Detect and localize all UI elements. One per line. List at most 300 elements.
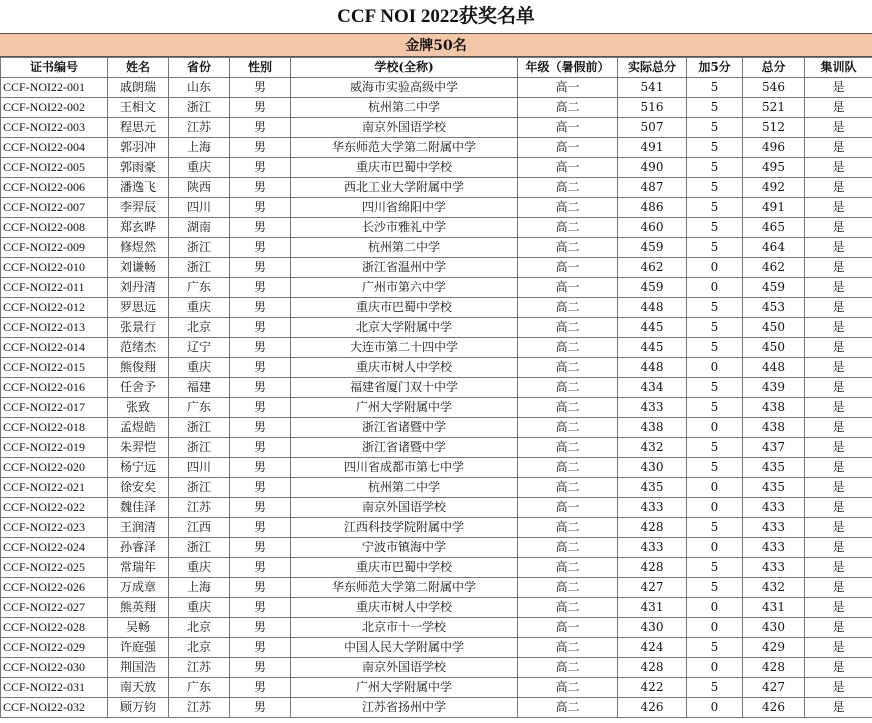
total-score-cell: 433 [743,518,805,538]
raw-score-cell: 434 [618,378,687,398]
team-cell: 是 [805,318,872,338]
team-cell: 是 [805,678,872,698]
column-header: 省份 [169,58,230,78]
cert-id-cell: CCF-NOI22-013 [1,318,108,338]
team-cell: 是 [805,78,872,98]
total-score-cell: 437 [743,438,805,458]
raw-score-cell: 459 [618,238,687,258]
table-row [1,178,872,198]
province-cell: 福建 [169,378,230,398]
table-row [1,218,872,238]
cert-id-cell: CCF-NOI22-028 [1,618,108,638]
cert-id-cell: CCF-NOI22-017 [1,398,108,418]
team-cell: 是 [805,98,872,118]
cert-id-cell: CCF-NOI22-032 [1,698,108,718]
table-row [1,258,872,278]
cert-id-cell: CCF-NOI22-018 [1,418,108,438]
team-cell: 是 [805,218,872,238]
name-cell: 刘谦畅 [108,258,169,278]
name-cell: 郭羽冲 [108,138,169,158]
school-cell: 浙江省诸暨中学 [291,438,518,458]
school-cell: 南京外国语学校 [291,118,518,138]
name-cell: 刘丹清 [108,278,169,298]
team-cell: 是 [805,458,872,478]
school-cell: 宁波市镇海中学 [291,538,518,558]
total-score-cell: 495 [743,158,805,178]
grade-cell: 高一 [518,138,618,158]
cert-id-cell: CCF-NOI22-006 [1,178,108,198]
raw-score-cell: 462 [618,258,687,278]
grade-cell: 高一 [518,258,618,278]
total-score-cell: 435 [743,458,805,478]
column-header: 总分 [743,58,805,78]
total-score-cell: 429 [743,638,805,658]
grade-cell: 高二 [518,238,618,258]
school-cell: 西北工业大学附属中学 [291,178,518,198]
team-cell: 是 [805,238,872,258]
school-cell: 重庆市树人中学校 [291,358,518,378]
cert-id-cell: CCF-NOI22-016 [1,378,108,398]
cert-id-cell: CCF-NOI22-026 [1,578,108,598]
total-score-cell: 462 [743,258,805,278]
raw-score-cell: 433 [618,538,687,558]
cert-id-cell: CCF-NOI22-002 [1,98,108,118]
header-row [1,58,872,78]
award-table [0,57,872,718]
team-cell: 是 [805,498,872,518]
bonus-cell: 5 [687,158,743,178]
province-cell: 四川 [169,198,230,218]
grade-cell: 高二 [518,698,618,718]
grade-cell: 高二 [518,418,618,438]
gender-cell: 男 [230,438,291,458]
grade-cell: 高二 [518,218,618,238]
gender-cell: 男 [230,198,291,218]
cert-id-cell: CCF-NOI22-012 [1,298,108,318]
team-cell: 是 [805,578,872,598]
team-cell: 是 [805,338,872,358]
team-cell: 是 [805,538,872,558]
province-cell: 浙江 [169,238,230,258]
total-score-cell: 450 [743,318,805,338]
gender-cell: 男 [230,258,291,278]
province-cell: 浙江 [169,438,230,458]
team-cell: 是 [805,178,872,198]
bonus-cell: 5 [687,118,743,138]
name-cell: 张致 [108,398,169,418]
table-row [1,278,872,298]
grade-cell: 高二 [518,378,618,398]
team-cell: 是 [805,438,872,458]
gender-cell: 男 [230,678,291,698]
bonus-cell: 0 [687,498,743,518]
gender-cell: 男 [230,418,291,438]
cert-id-cell: CCF-NOI22-025 [1,558,108,578]
school-cell: 广州市第六中学 [291,278,518,298]
raw-score-cell: 424 [618,638,687,658]
gender-cell: 男 [230,618,291,638]
team-cell: 是 [805,278,872,298]
bonus-cell: 5 [687,378,743,398]
province-cell: 广东 [169,278,230,298]
total-score-cell: 496 [743,138,805,158]
table-row [1,298,872,318]
name-cell: 杨宁远 [108,458,169,478]
bonus-cell: 0 [687,598,743,618]
raw-score-cell: 490 [618,158,687,178]
name-cell: 程思元 [108,118,169,138]
table-row [1,658,872,678]
school-cell: 杭州第二中学 [291,238,518,258]
province-cell: 重庆 [169,598,230,618]
total-score-cell: 448 [743,358,805,378]
table-row [1,438,872,458]
raw-score-cell: 445 [618,318,687,338]
cert-id-cell: CCF-NOI22-019 [1,438,108,458]
bonus-cell: 5 [687,518,743,538]
total-score-cell: 521 [743,98,805,118]
gender-cell: 男 [230,358,291,378]
gender-cell: 男 [230,698,291,718]
grade-cell: 高二 [518,518,618,538]
name-cell: 朱羿恺 [108,438,169,458]
name-cell: 熊俊翔 [108,358,169,378]
bonus-cell: 0 [687,358,743,378]
bonus-cell: 5 [687,78,743,98]
total-score-cell: 512 [743,118,805,138]
bonus-cell: 0 [687,658,743,678]
province-cell: 陕西 [169,178,230,198]
team-cell: 是 [805,358,872,378]
province-cell: 辽宁 [169,338,230,358]
bonus-cell: 5 [687,638,743,658]
gender-cell: 男 [230,218,291,238]
raw-score-cell: 487 [618,178,687,198]
cert-id-cell: CCF-NOI22-009 [1,238,108,258]
team-cell: 是 [805,558,872,578]
grade-cell: 高二 [518,398,618,418]
grade-cell: 高二 [518,338,618,358]
column-header: 实际总分 [618,58,687,78]
table-row [1,398,872,418]
table-row [1,598,872,618]
raw-score-cell: 435 [618,478,687,498]
school-cell: 杭州第二中学 [291,98,518,118]
gender-cell: 男 [230,538,291,558]
table-row [1,158,872,178]
gender-cell: 男 [230,338,291,358]
bonus-cell: 5 [687,458,743,478]
gender-cell: 男 [230,178,291,198]
province-cell: 北京 [169,318,230,338]
team-cell: 是 [805,638,872,658]
grade-cell: 高二 [518,598,618,618]
province-cell: 上海 [169,138,230,158]
school-cell: 重庆市巴蜀中学校 [291,558,518,578]
bonus-cell: 5 [687,318,743,338]
team-cell: 是 [805,158,872,178]
team-cell: 是 [805,138,872,158]
gender-cell: 男 [230,318,291,338]
raw-score-cell: 448 [618,358,687,378]
name-cell: 荆国浩 [108,658,169,678]
table-row [1,378,872,398]
school-cell: 江西科技学院附属中学 [291,518,518,538]
name-cell: 任舍予 [108,378,169,398]
gender-cell: 男 [230,278,291,298]
province-cell: 北京 [169,618,230,638]
raw-score-cell: 430 [618,458,687,478]
name-cell: 李羿辰 [108,198,169,218]
name-cell: 王润清 [108,518,169,538]
name-cell: 魏佳泽 [108,498,169,518]
grade-cell: 高二 [518,178,618,198]
school-cell: 南京外国语学校 [291,498,518,518]
school-cell: 浙江省诸暨中学 [291,418,518,438]
bonus-cell: 5 [687,578,743,598]
table-row [1,538,872,558]
table-row [1,118,872,138]
raw-score-cell: 428 [618,518,687,538]
bonus-cell: 5 [687,398,743,418]
gender-cell: 男 [230,238,291,258]
name-cell: 徐安矣 [108,478,169,498]
total-score-cell: 435 [743,478,805,498]
school-cell: 重庆市巴蜀中学校 [291,298,518,318]
province-cell: 江苏 [169,698,230,718]
raw-score-cell: 459 [618,278,687,298]
raw-score-cell: 486 [618,198,687,218]
bonus-cell: 0 [687,258,743,278]
raw-score-cell: 426 [618,698,687,718]
gender-cell: 男 [230,378,291,398]
school-cell: 北京市十一学校 [291,618,518,638]
team-cell: 是 [805,658,872,678]
table-row [1,318,872,338]
raw-score-cell: 491 [618,138,687,158]
name-cell: 南天放 [108,678,169,698]
grade-cell: 高二 [518,438,618,458]
cert-id-cell: CCF-NOI22-008 [1,218,108,238]
bonus-cell: 5 [687,338,743,358]
table-row [1,558,872,578]
total-score-cell: 433 [743,498,805,518]
name-cell: 王相文 [108,98,169,118]
school-cell: 四川省成都市第七中学 [291,458,518,478]
gender-cell: 男 [230,558,291,578]
cert-id-cell: CCF-NOI22-023 [1,518,108,538]
raw-score-cell: 422 [618,678,687,698]
school-cell: 南京外国语学校 [291,658,518,678]
team-cell: 是 [805,198,872,218]
raw-score-cell: 432 [618,438,687,458]
cert-id-cell: CCF-NOI22-005 [1,158,108,178]
table-row [1,578,872,598]
province-cell: 浙江 [169,98,230,118]
grade-cell: 高一 [518,118,618,138]
table-row [1,78,872,98]
name-cell: 潘逸飞 [108,178,169,198]
gender-cell: 男 [230,458,291,478]
name-cell: 孟煜皓 [108,418,169,438]
column-header: 姓名 [108,58,169,78]
bonus-cell: 5 [687,98,743,118]
team-cell: 是 [805,698,872,718]
gender-cell: 男 [230,118,291,138]
school-cell: 华东师范大学第二附属中学 [291,138,518,158]
school-cell: 威海市实验高级中学 [291,78,518,98]
cert-id-cell: CCF-NOI22-003 [1,118,108,138]
province-cell: 重庆 [169,298,230,318]
total-score-cell: 439 [743,378,805,398]
raw-score-cell: 516 [618,98,687,118]
table-row [1,498,872,518]
province-cell: 山东 [169,78,230,98]
bonus-cell: 5 [687,218,743,238]
school-cell: 杭州第二中学 [291,478,518,498]
total-score-cell: 464 [743,238,805,258]
name-cell: 范绪杰 [108,338,169,358]
page-title: CCF NOI 2022获奖名单 [337,6,535,27]
raw-score-cell: 445 [618,338,687,358]
table-row [1,518,872,538]
cert-id-cell: CCF-NOI22-027 [1,598,108,618]
grade-cell: 高一 [518,618,618,638]
table-row [1,618,872,638]
gender-cell: 男 [230,658,291,678]
grade-cell: 高二 [518,478,618,498]
name-cell: 常瑞年 [108,558,169,578]
grade-cell: 高二 [518,458,618,478]
school-cell: 大连市第二十四中学 [291,338,518,358]
bonus-cell: 5 [687,238,743,258]
bonus-cell: 5 [687,558,743,578]
total-score-cell: 428 [743,658,805,678]
province-cell: 江西 [169,518,230,538]
bonus-cell: 5 [687,298,743,318]
total-score-cell: 491 [743,198,805,218]
grade-cell: 高一 [518,278,618,298]
team-cell: 是 [805,398,872,418]
bonus-cell: 5 [687,438,743,458]
raw-score-cell: 438 [618,418,687,438]
table-row [1,98,872,118]
province-cell: 广东 [169,398,230,418]
province-cell: 浙江 [169,478,230,498]
gender-cell: 男 [230,578,291,598]
column-header: 集训队 [805,58,872,78]
province-cell: 江苏 [169,118,230,138]
cert-id-cell: CCF-NOI22-031 [1,678,108,698]
cert-id-cell: CCF-NOI22-022 [1,498,108,518]
team-cell: 是 [805,298,872,318]
name-cell: 熊英翔 [108,598,169,618]
cert-id-cell: CCF-NOI22-004 [1,138,108,158]
school-cell: 江苏省扬州中学 [291,698,518,718]
school-cell: 中国人民大学附属中学 [291,638,518,658]
grade-cell: 高二 [518,98,618,118]
grade-cell: 高二 [518,358,618,378]
raw-score-cell: 430 [618,618,687,638]
cert-id-cell: CCF-NOI22-020 [1,458,108,478]
grade-cell: 高二 [518,538,618,558]
team-cell: 是 [805,478,872,498]
table-row [1,458,872,478]
column-header: 加5分 [687,58,743,78]
table-row [1,138,872,158]
grade-cell: 高二 [518,658,618,678]
total-score-cell: 465 [743,218,805,238]
section-banner: 金牌50名 [0,33,872,57]
table-row [1,338,872,358]
column-header: 性别 [230,58,291,78]
name-cell: 罗思远 [108,298,169,318]
raw-score-cell: 427 [618,578,687,598]
grade-cell: 高二 [518,678,618,698]
table-row [1,418,872,438]
name-cell: 修煜然 [108,238,169,258]
total-score-cell: 431 [743,598,805,618]
bonus-cell: 0 [687,478,743,498]
province-cell: 湖南 [169,218,230,238]
cert-id-cell: CCF-NOI22-001 [1,78,108,98]
total-score-cell: 459 [743,278,805,298]
bonus-cell: 0 [687,698,743,718]
total-score-cell: 438 [743,418,805,438]
cert-id-cell: CCF-NOI22-030 [1,658,108,678]
gender-cell: 男 [230,298,291,318]
bonus-cell: 0 [687,618,743,638]
grade-cell: 高二 [518,298,618,318]
grade-cell: 高二 [518,578,618,598]
school-cell: 长沙市雅礼中学 [291,218,518,238]
grade-cell: 高一 [518,78,618,98]
cert-id-cell: CCF-NOI22-015 [1,358,108,378]
table-row [1,678,872,698]
table-row [1,638,872,658]
table-row [1,238,872,258]
team-cell: 是 [805,518,872,538]
grade-cell: 高二 [518,198,618,218]
raw-score-cell: 507 [618,118,687,138]
table-row [1,198,872,218]
province-cell: 四川 [169,458,230,478]
total-score-cell: 453 [743,298,805,318]
team-cell: 是 [805,258,872,278]
school-cell: 北京大学附属中学 [291,318,518,338]
total-score-cell: 433 [743,558,805,578]
school-cell: 广州大学附属中学 [291,678,518,698]
team-cell: 是 [805,618,872,638]
province-cell: 江苏 [169,658,230,678]
name-cell: 许庭强 [108,638,169,658]
gender-cell: 男 [230,598,291,618]
cert-id-cell: CCF-NOI22-029 [1,638,108,658]
team-cell: 是 [805,418,872,438]
cert-id-cell: CCF-NOI22-021 [1,478,108,498]
cert-id-cell: CCF-NOI22-010 [1,258,108,278]
bonus-cell: 5 [687,138,743,158]
bonus-cell: 5 [687,198,743,218]
total-score-cell: 433 [743,538,805,558]
province-cell: 浙江 [169,538,230,558]
team-cell: 是 [805,118,872,138]
province-cell: 上海 [169,578,230,598]
table-row [1,698,872,718]
cert-id-cell: CCF-NOI22-014 [1,338,108,358]
total-score-cell: 438 [743,398,805,418]
total-score-cell: 492 [743,178,805,198]
